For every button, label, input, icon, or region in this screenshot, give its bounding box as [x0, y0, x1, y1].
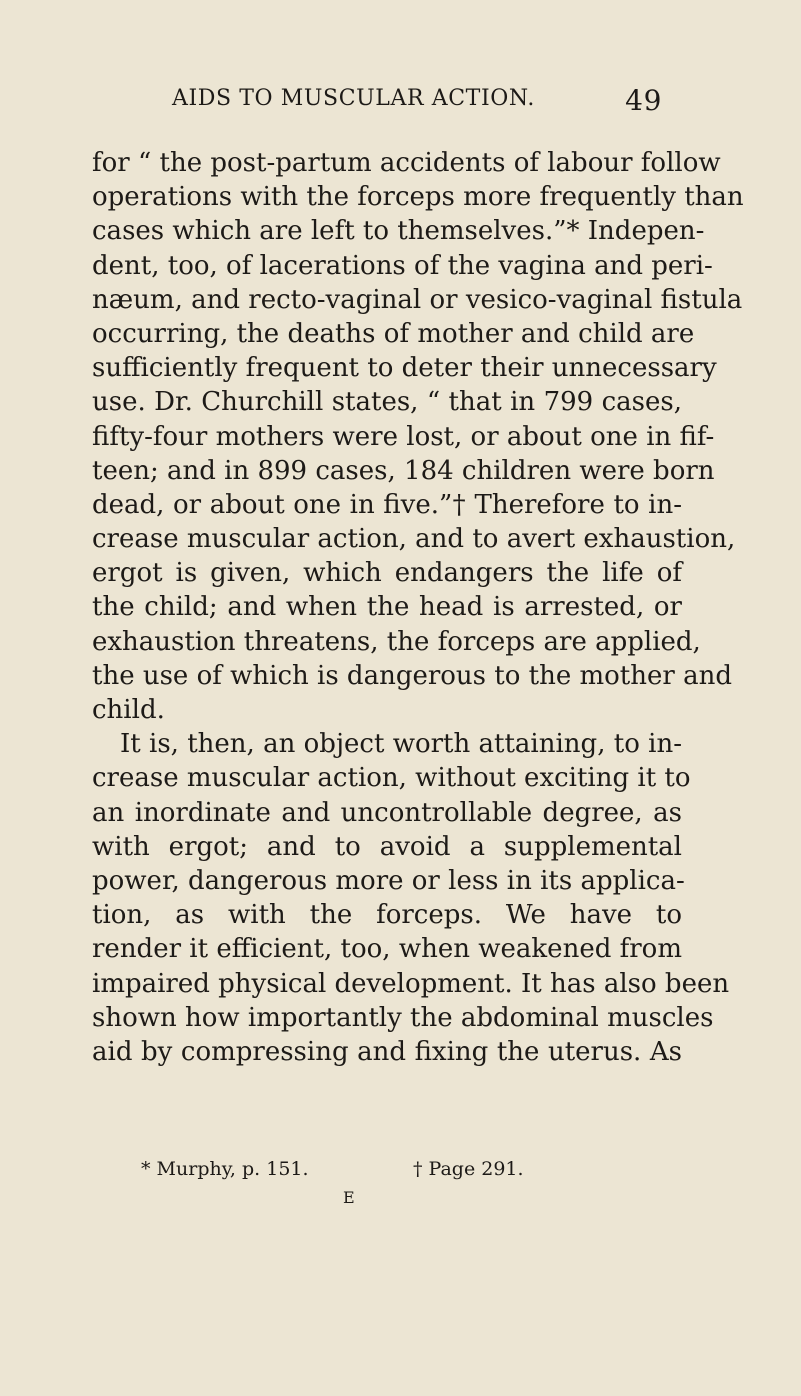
text-line: ergot is given, which endangers the life of	[92, 558, 682, 589]
text-line: the use of which is dangerous to the mother and	[92, 660, 732, 691]
text-line: aid by compressing and fixing the uterus. As	[92, 1036, 682, 1067]
text-line: cases which are left to themselves.”* Indepen-	[92, 216, 705, 247]
text-line: fifty-four mothers were lost, or about one in fif-	[92, 421, 715, 452]
signature-mark: E	[343, 1188, 355, 1207]
text-line: occurring, the deaths of mother and child are	[92, 318, 695, 349]
text-line: teen; and in 899 cases, 184 children were born	[92, 455, 715, 486]
footnote-page: † Page 291.	[413, 1158, 524, 1180]
text-line: with ergot; and to avoid a supplemental	[92, 831, 682, 862]
running-title: AIDS TO MUSCULAR ACTION.	[172, 86, 535, 111]
text-line: power, dangerous more or less in its applica-	[92, 865, 685, 896]
text-line: impaired physical development. It has also been	[92, 968, 730, 999]
text-line: tion, as with the forceps. We have to	[92, 900, 682, 931]
text-line: the child; and when the head is arrested, or	[92, 592, 682, 623]
text-line: It is, then, an object worth attaining, to in-	[120, 729, 682, 760]
text-line: exhaustion threatens, the forceps are applied,	[92, 626, 701, 657]
text-line: render it efficient, too, when weakened from	[92, 934, 682, 965]
text-line: crease muscular action, and to avert exhaustion,	[92, 524, 736, 555]
running-header	[172, 76, 662, 116]
text-line: child.	[92, 695, 165, 725]
text-line: crease muscular action, without exciting it to	[92, 763, 691, 794]
text-line: use. Dr. Churchill states, “ that in 799 cases,	[92, 387, 682, 418]
body-text	[92, 146, 744, 1069]
text-line: dead, or about one in five.”† Therefore to in-	[92, 489, 682, 520]
text-line: næum, and recto-vaginal or vesico-vaginal fistula	[92, 284, 743, 315]
text-line: an inordinate and uncontrollable degree, as	[92, 797, 682, 828]
footnote-murphy: * Murphy, p. 151.	[141, 1158, 309, 1180]
text-line: shown how importantly the abdominal muscles	[92, 1002, 714, 1033]
page-number: 49	[625, 84, 662, 117]
text-line: dent, too, of lacerations of the vagina and peri-	[92, 250, 713, 281]
text-line: for “ the post-partum accidents of labour follow	[92, 148, 721, 178]
text-line: operations with the forceps more frequently than	[92, 182, 744, 213]
text-line: sufficiently frequent to deter their unnecessary	[92, 353, 717, 384]
